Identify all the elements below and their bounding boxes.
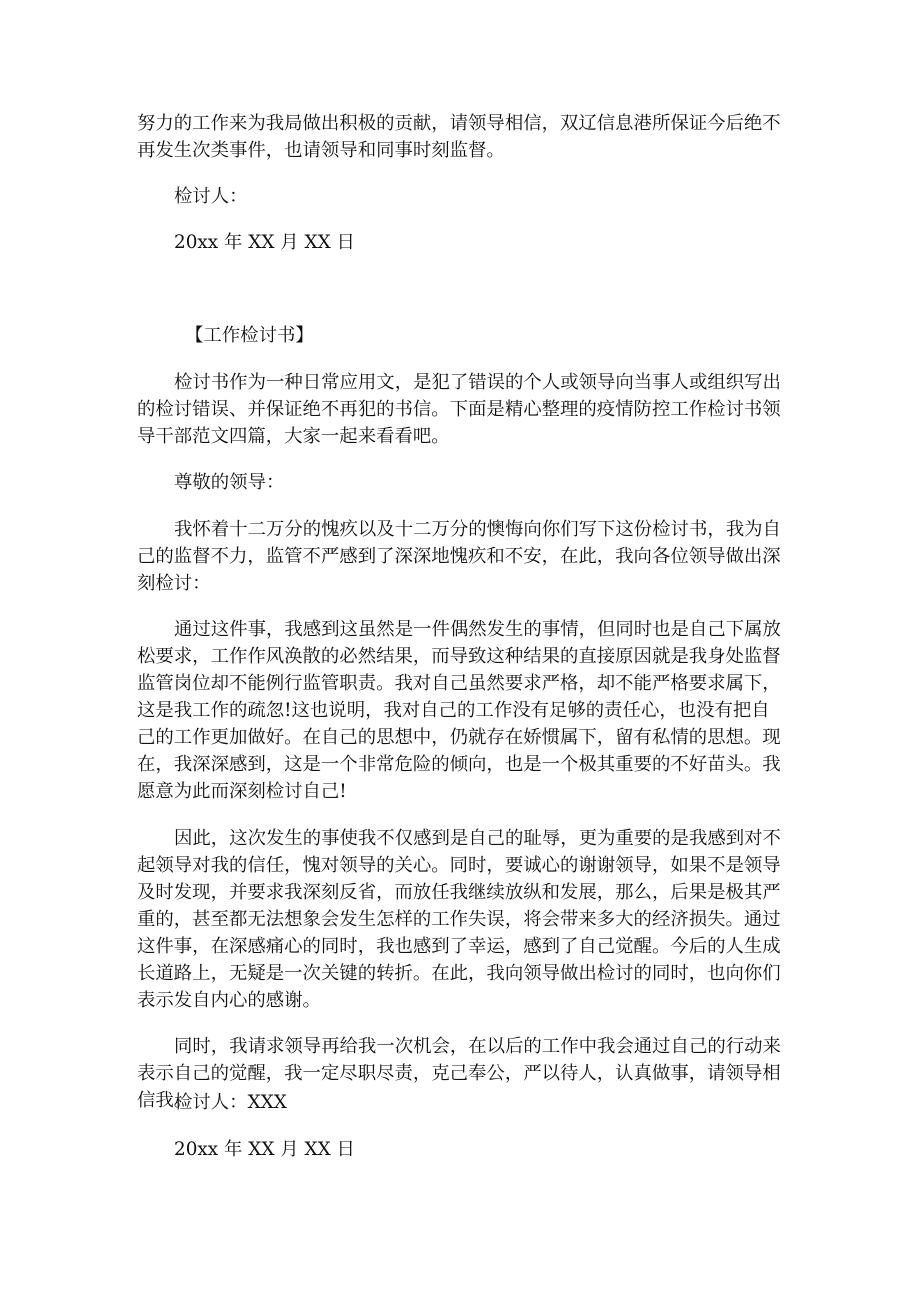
text-line: 我怀着十二万分的愧疚以及十二万分的懊悔向你们写下这份检讨书，我为自 (174, 519, 781, 540)
text-line: 松要求，工作作风涣散的必然结果，而导致这种结果的直接原因就是我身处监督 (137, 646, 781, 667)
text-line: 起领导对我的信任，愧对领导的关心。同时，要诚心的谢谢领导，如果不是领导 (137, 855, 781, 876)
salutation-text: 尊敬的领导： (174, 472, 285, 493)
text-line: 愿意为此而深刻检讨自己! (137, 781, 347, 802)
text-line: 这是我工作的疏忽!这也说明，我对自己的工作没有足够的责任心，也没有把自 (137, 700, 770, 721)
text-line: 表示发自内心的感谢。 (137, 990, 321, 1011)
text-line: 表示自己的觉醒，我一定尽职尽责，克己奉公，严以待人，认真做事，请领导相 (137, 1063, 781, 1084)
text-line: 刻检讨： (137, 573, 211, 594)
section-title (137, 322, 797, 349)
text-line: 己的监督不力，监管不严感到了深深地愧疚和不安，在此，我向各位领导做出深 (137, 546, 781, 567)
text-line: 及时发现，并要求我深刻反省，而放任我继续放纵和发展，那么，后果是极其严 (137, 882, 781, 903)
text-line: 因此，这次发生的事使我不仅感到是自己的耻辱，更为重要的是我感到对不 (174, 828, 781, 849)
body-paragraph-1 (137, 516, 797, 597)
text-line: 通过这件事，我感到这虽然是一件偶然发生的事情，但同时也是自己下属放 (174, 619, 781, 640)
signer-line (137, 1089, 797, 1116)
text-line: 在，我深深感到，这是一个非常危险的倾向，也是一个极其重要的不好苗头。我 (137, 754, 781, 775)
intro-paragraph (137, 369, 797, 450)
date-line (137, 1136, 797, 1163)
signer-label: 检讨人：XXX (174, 1092, 287, 1113)
text-line: 导干部范文四篇，大家一起来看看吧。 (137, 426, 450, 447)
text-line: 努力的工作来为我局做出积极的贡献，请领导相信，双辽信息港所保证今后绝不 (137, 113, 781, 134)
date-text: 20xx 年 XX 月 XX 日 (174, 1139, 355, 1160)
text-line: 检讨书作为一种日常应用文，是犯了错误的个人或领导向当事人或组织写出 (174, 372, 781, 393)
date-line (137, 229, 797, 256)
text-line: 再发生次类事件，也请领导和同事时刻监督。 (137, 140, 505, 161)
text-line: 重的，甚至都无法想象会发生怎样的工作失误，将会带来多大的经济损失。通过 (137, 909, 781, 930)
text-line: 长道路上，无疑是一次关键的转折。在此，我向领导做出检讨的同时，也向你们 (137, 963, 781, 984)
date-text: 20xx 年 XX 月 XX 日 (174, 232, 355, 253)
signer-label: 检讨人： (174, 186, 248, 207)
text-line: 同时，我请求领导再给我一次机会，在以后的工作中我会通过自己的行动来 (174, 1036, 781, 1057)
text-line: 监管岗位却不能例行监管职责。我对自己虽然要求严格，却不能严格要求属下， (137, 673, 781, 694)
section-title-text: 【工作检讨书】 (185, 325, 314, 346)
closing-paragraph (137, 110, 797, 164)
text-line: 信我。 (137, 1090, 193, 1111)
signer-line (137, 183, 797, 210)
text-line: 这件事，在深感痛心的同时，我也感到了幸运，感到了自己觉醒。今后的人生成 (137, 936, 781, 957)
salutation (137, 469, 797, 496)
body-paragraph-3 (137, 825, 797, 1014)
text-line: 己的工作更加做好。在自己的思想中，仍就存在娇惯属下，留有私情的思想。现 (137, 727, 781, 748)
text-line: 的检讨错误、并保证绝不再犯的书信。下面是精心整理的疫情防控工作检讨书领 (137, 399, 781, 420)
body-paragraph-2 (137, 616, 797, 805)
